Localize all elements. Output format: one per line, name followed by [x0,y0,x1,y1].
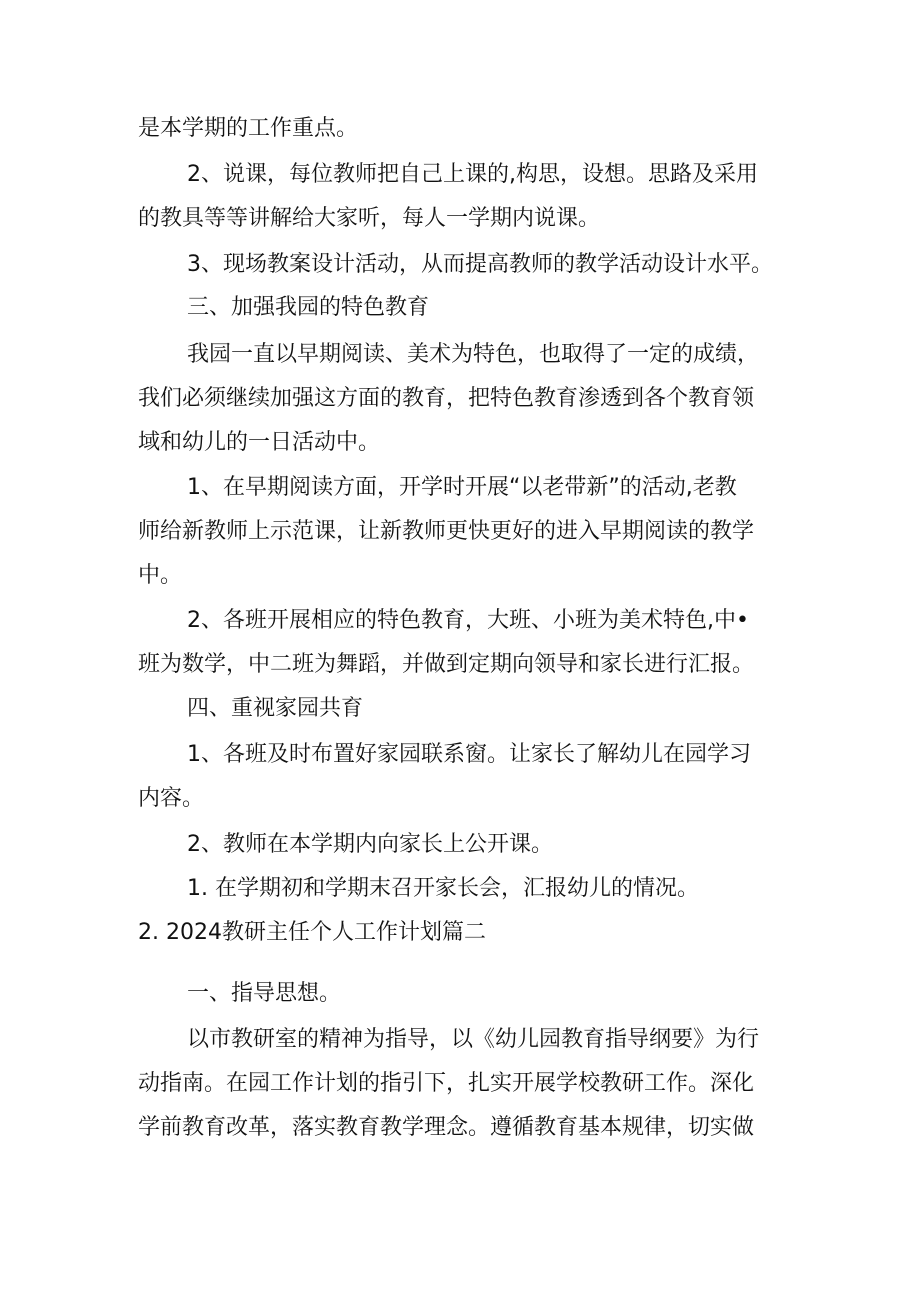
paragraph-line: 中。 [138,563,183,588]
paragraph-line: 动指南。在园工作计划的指引下，扎实开展学校教研工作。深化 [138,1071,755,1096]
section-heading: 三、加强我园的特色教育 [187,295,430,320]
paragraph-line: 1. 在学期初和学期末召开家长会，汇报幼儿的情况。 [187,876,699,901]
paragraph-line: 的教具等等讲解给大家听，每人一学期内说课。 [138,206,601,231]
paragraph-line: 域和幼儿的一日活动中。 [138,430,381,455]
paragraph-line: 师给新教师上示范课，让新教师更快更好的进入早期阅读的教学 [138,519,755,544]
chapter-title: 2. 2024教研主任个人工作计划篇二 [138,920,486,945]
paragraph-line: 我们必须继续加强这方面的教育，把特色教育渗透到各个教育领 [138,386,755,411]
paragraph-line: 2、说课，每位教师把自己上课的,构思，设想。思路及采用 [187,162,758,187]
paragraph-line: 以市教研室的精神为指导，以《幼儿园教育指导纲要》为行 [187,1027,760,1052]
paragraph-line: 我园一直以早期阅读、美术为特色，也取得了一定的成绩， [187,342,760,367]
paragraph-line: 2、各班开展相应的特色教育，大班、小班为美术特色,中• [187,608,749,633]
paragraph-line: 内容。 [138,786,205,811]
section-heading: 四、重视家园共育 [187,696,364,721]
section-heading: 一、指导思想。 [187,981,342,1006]
paragraph-line: 1、在早期阅读方面，开学时开展“以老带新”的活动,老教 [187,475,737,500]
paragraph-line: 班为数学，中二班为舞蹈，并做到定期向领导和家长进行汇报。 [138,652,755,677]
paragraph-line: 3、现场教案设计活动，从而提高教师的教学活动设计水平。 [187,252,773,277]
paragraph-line: 学前教育改革，落实教育教学理念。遵循教育基本规律，切实做 [138,1115,755,1140]
paragraph-line: 2、教师在本学期内向家长上公开课。 [187,832,553,857]
paragraph-line: 1、各班及时布置好家园联系窗。让家长了解幼儿在园学习 [187,742,751,767]
paragraph-line: 是本学期的工作重点。 [138,116,359,141]
